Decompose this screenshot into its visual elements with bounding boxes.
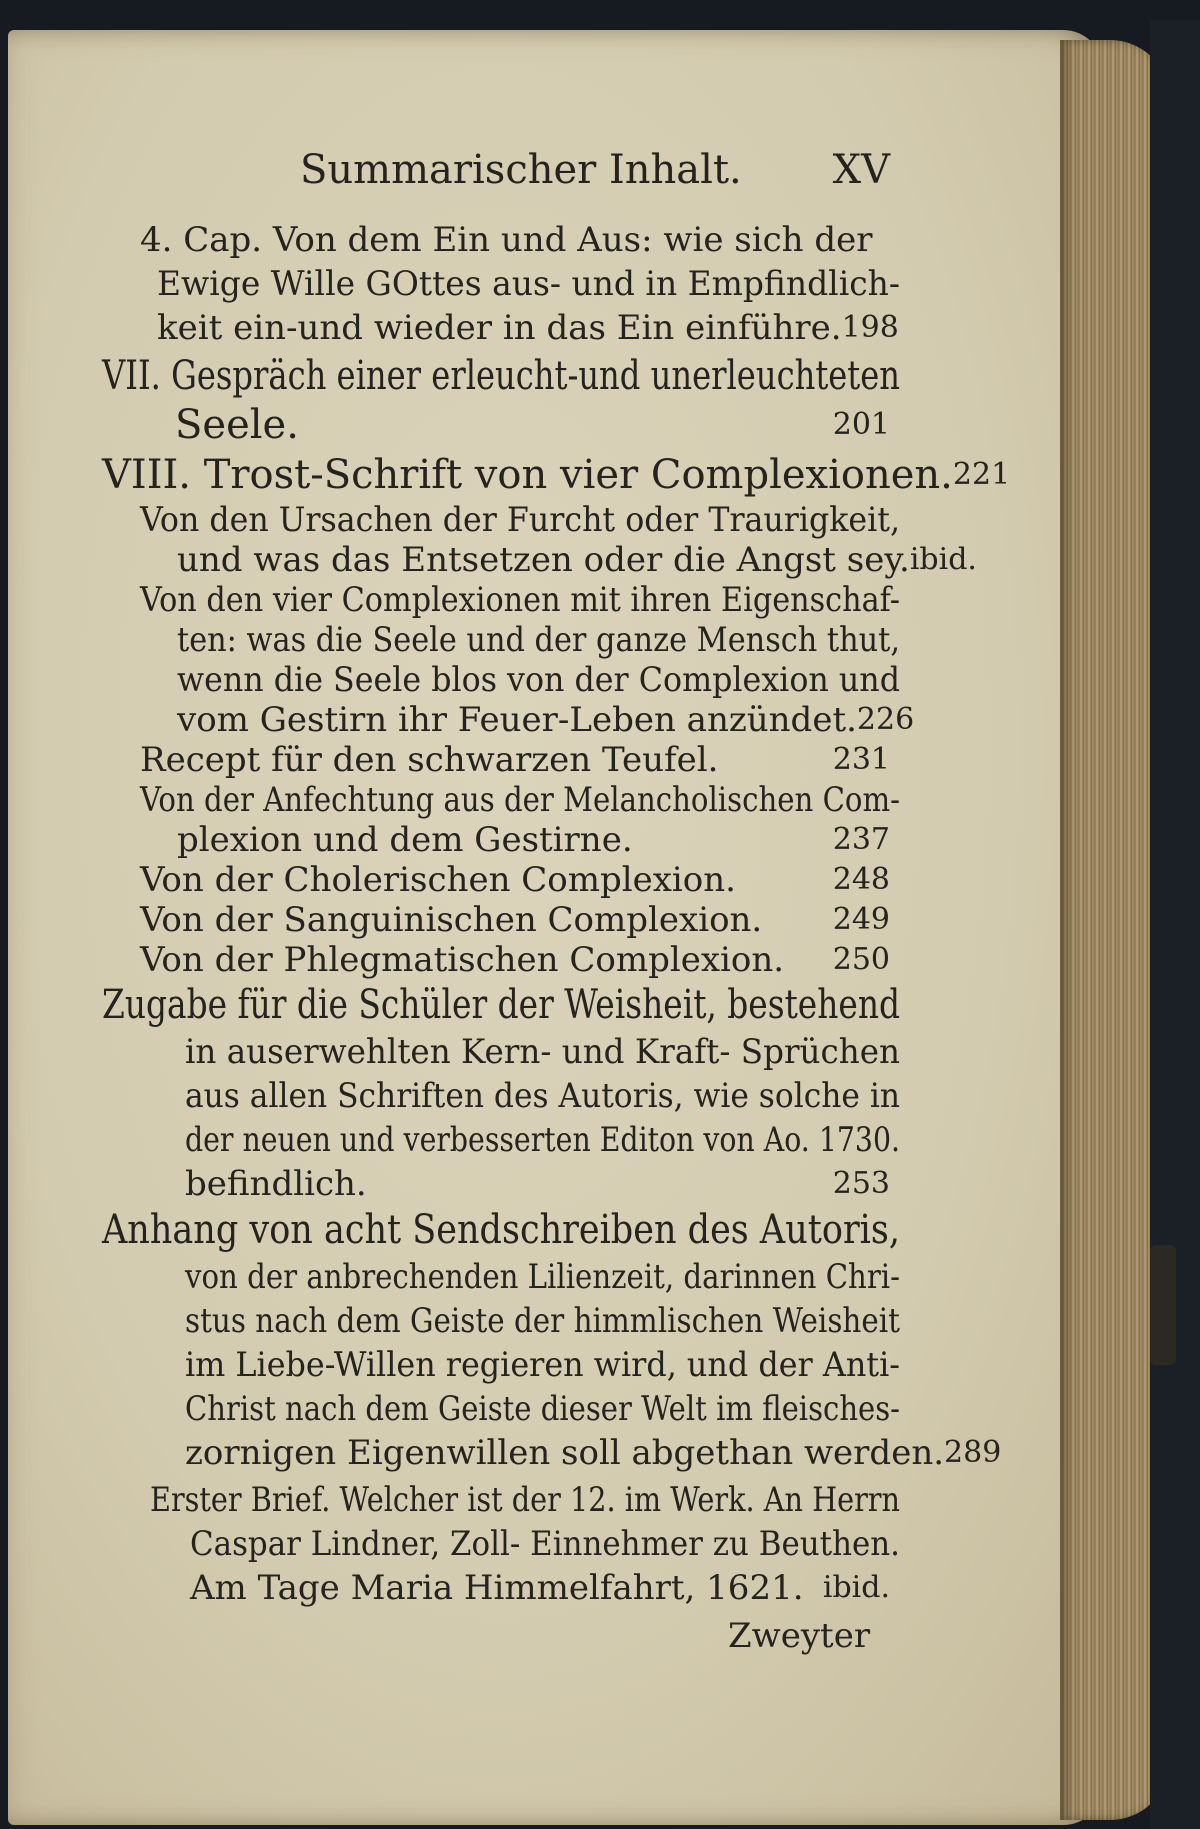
entry-text: Gespräch einer erleucht-und unerleuchteten <box>171 353 900 399</box>
toc-entry-line <box>177 700 915 740</box>
toc-entry-line <box>140 220 890 260</box>
entry-text: Von der Sanguinischen Complexion. <box>140 900 763 940</box>
entry-page: 221 <box>952 457 1011 492</box>
toc-entry-line <box>185 1301 900 1341</box>
entry-page: 253 <box>832 1166 890 1201</box>
entry-text: plexion und dem Gestirne. <box>177 820 633 860</box>
entry-text: Ewige Wille GOttes aus- und in Empfindlich- <box>157 264 900 304</box>
entry-page: 248 <box>832 862 890 897</box>
entry-text: wenn die Seele blos von der Complexion und <box>177 660 900 700</box>
entry-page: 289 <box>944 1435 1002 1470</box>
catchword <box>728 1616 870 1656</box>
toc-entry-line <box>177 820 890 860</box>
entry-page: 231 <box>832 742 890 777</box>
toc-entry-line <box>150 1480 900 1520</box>
toc-entry-line <box>140 580 900 620</box>
toc-entry-line <box>190 1524 900 1564</box>
toc-entry-line <box>140 860 890 900</box>
catchword-text: Zweyter <box>728 1616 871 1656</box>
toc-entry-line <box>157 264 900 304</box>
toc-entry-line <box>177 620 900 660</box>
toc-entry-line <box>140 740 890 780</box>
entry-text: im Liebe-Willen regieren wird, und der Anti- <box>185 1345 900 1385</box>
toc-entry-line <box>157 308 899 348</box>
toc-entry-line <box>140 940 890 980</box>
entry-text: Am Tage Maria Himmelfahrt, 1621. <box>190 1568 804 1608</box>
toc-entry-line <box>190 1568 890 1608</box>
entry-text: ten: was die Seele und der ganze Mensch thut, <box>177 620 900 660</box>
entry-text: keit ein-und wieder in das Ein einführe. <box>157 308 842 348</box>
header-page-number: XV <box>832 147 890 193</box>
entry-page: 201 <box>832 407 890 442</box>
toc-entry-line <box>185 1120 900 1160</box>
toc-entry-line <box>185 1433 1002 1473</box>
toc-entry-line <box>140 780 900 820</box>
entry-page: 250 <box>832 942 890 977</box>
entry-page: 198 <box>841 310 899 345</box>
toc-entry-line <box>102 452 1011 498</box>
entry-text: Zugabe für die Schüler der Weisheit, bestehend <box>102 982 900 1028</box>
entry-text: befindlich. <box>185 1164 367 1204</box>
toc-entry-line <box>185 1345 900 1385</box>
toc-entry-line <box>177 660 900 700</box>
entry-page: ibid. <box>822 1570 890 1605</box>
entry-text: Caspar Lindner, Zoll- Einnehmer zu Beuthen. <box>190 1524 900 1564</box>
entry-text: in auserwehlten Kern- und Kraft- Sprüchen <box>185 1032 900 1072</box>
entry-page: 237 <box>832 822 890 857</box>
entry-text: der neuen und verbesserten Editon von Ao. 1730. <box>185 1120 900 1160</box>
toc-entry-line <box>185 1164 890 1204</box>
entry-text: Von der Cholerischen Complexion. <box>140 860 736 900</box>
entry-text: Von den Ursachen der Furcht oder Traurigkeit, <box>140 500 900 540</box>
entry-text: Von der Phlegmatischen Complexion. <box>140 940 785 980</box>
toc-entry-line <box>140 500 900 540</box>
toc-entry-line <box>102 1207 900 1253</box>
entry-text: Von dem Ein und Aus: wie sich der <box>272 220 873 260</box>
entry-text: Christ nach dem Geiste dieser Welt im fleisches- <box>185 1389 900 1429</box>
entry-text: und was das Entsetzen oder die Angst sey. <box>177 540 910 580</box>
entry-text: von der anbrechenden Lilienzeit, darinnen Chri- <box>185 1257 900 1297</box>
entry-text: zornigen Eigenwillen soll abgethan werden. <box>185 1433 945 1473</box>
entry-text: Seele. <box>175 402 299 448</box>
entry-text: stus nach dem Geiste der himmlischen Weisheit <box>185 1301 900 1341</box>
entry-page: 226 <box>856 702 915 737</box>
toc-entry-line <box>177 540 977 580</box>
toc-entry-line <box>140 900 890 940</box>
toc-entry-line <box>185 1076 900 1116</box>
running-header <box>300 147 890 193</box>
entry-page: ibid. <box>909 542 977 577</box>
entry-page: 249 <box>832 902 890 937</box>
entry-text: Trost-Schrift von vier Complexionen. <box>203 452 953 498</box>
entry-label: VII. <box>102 353 161 399</box>
toc-entry-line <box>102 353 900 399</box>
toc-entry-line <box>185 1257 900 1297</box>
header-title: Summarischer Inhalt. <box>300 147 742 193</box>
entry-label: 4. Cap. <box>140 220 263 260</box>
entry-text: Anhang von acht Sendschreiben des Autoris, <box>102 1207 900 1253</box>
toc-entry-line <box>185 1389 900 1429</box>
entry-text: Von der Anfechtung aus der Melancholischen Com- <box>140 780 900 820</box>
entry-text: Recept für den schwarzen Teufel. <box>140 740 719 780</box>
entry-text: Von den vier Complexionen mit ihren Eigenschaf- <box>140 580 900 620</box>
toc-entry-line <box>102 982 900 1028</box>
entry-text: aus allen Schriften des Autoris, wie solche in <box>185 1076 900 1116</box>
toc-entry-line <box>175 402 890 448</box>
entry-text: vom Gestirn ihr Feuer-Leben anzündet. <box>177 700 857 740</box>
toc-entry-line <box>185 1032 900 1072</box>
entry-text: Erster Brief. Welcher ist der 12. im Werk. An Herrn <box>150 1480 900 1520</box>
entry-label: VIII. <box>102 452 192 498</box>
